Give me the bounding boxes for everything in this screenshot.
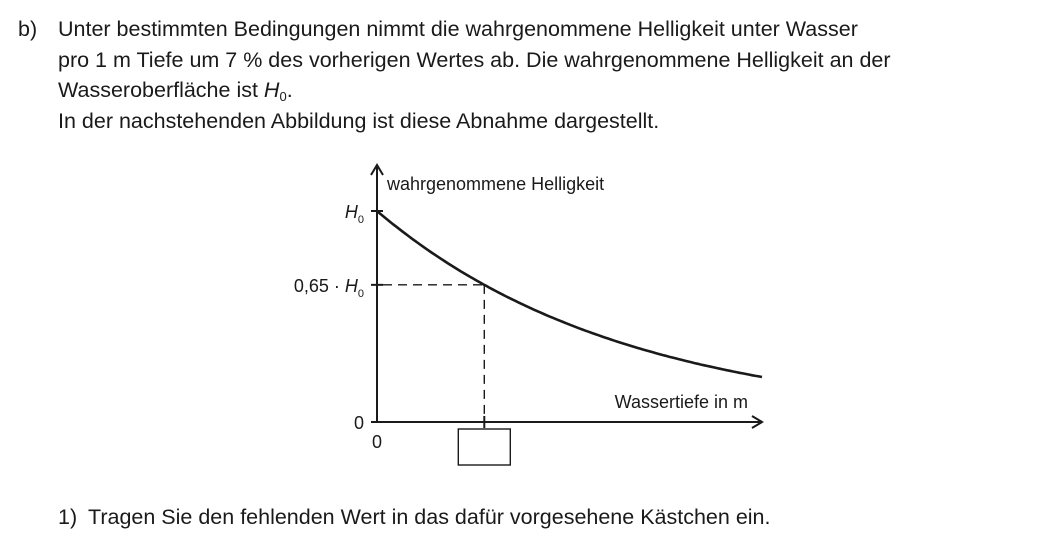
- task-line-3-end: .: [286, 78, 293, 102]
- task-line-4: In der nachstehenden Abbildung ist diese Abnahme dargestellt.: [58, 108, 660, 133]
- x-tick-label: 0: [371, 432, 383, 452]
- task-line-3-text: Wasseroberfläche ist: [58, 78, 264, 102]
- subtask-number: 1): [58, 505, 78, 529]
- subtask-text: Tragen Sie den fehlenden Wert in das dafür vorgesehene Kästchen ein.: [88, 505, 771, 529]
- task-line-2: pro 1 m Tiefe um 7 % des vorherigen Wertes ab. Die wahrgenommene Helligkeit an der: [58, 47, 891, 72]
- y-tick-label: $0,65 \cdot H_0$: [293, 275, 364, 300]
- task-label: b): [18, 17, 38, 41]
- x-axis-label: Wassertiefe in m: [614, 392, 748, 412]
- decay-curve: [377, 211, 762, 377]
- y-tick-label: 0: [353, 413, 364, 433]
- y-tick-label: $H_0$: [344, 202, 364, 226]
- answer-box: [458, 429, 510, 465]
- h0-variable: $H_0$: [263, 78, 287, 104]
- y-axis-label: wahrgenommene Helligkeit: [387, 174, 605, 194]
- task-line-1: Unter bestimmten Bedingungen nimmt die wahrgenommene Helligkeit unter Wasser: [58, 17, 858, 41]
